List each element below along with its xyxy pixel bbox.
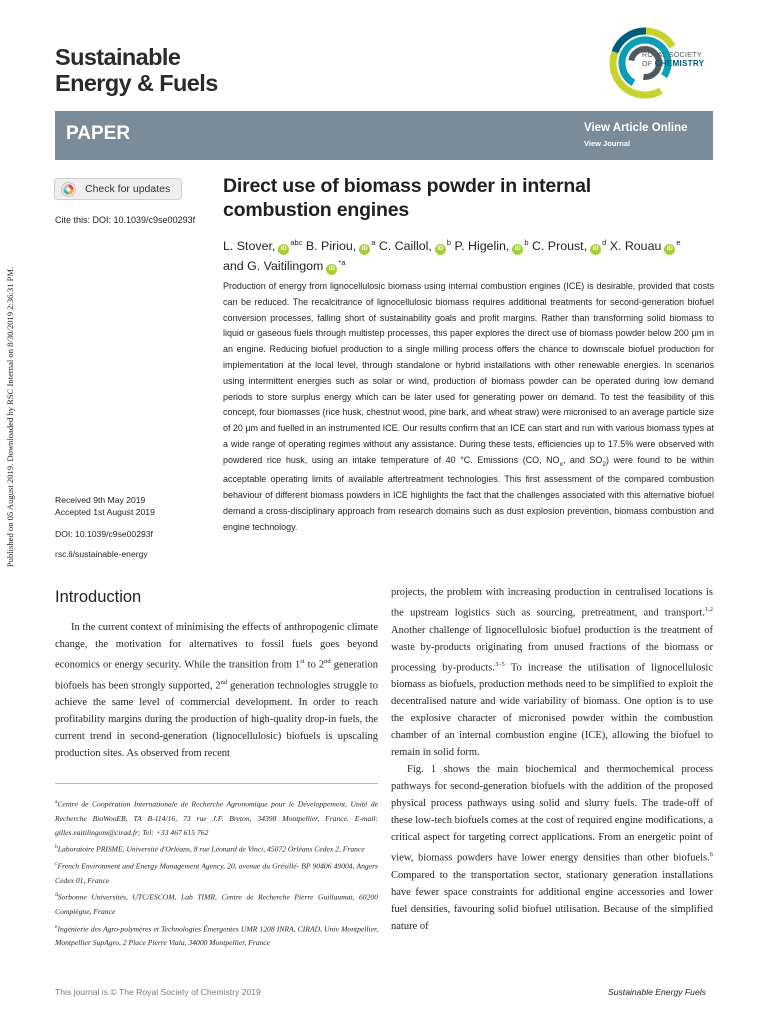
intro-text-a: In the current context of minimising the effects of anthropogenic climate change, the motivation for alternatives to fossil fuels goes beyond economics or energy security. While the transition from 1 (55, 622, 378, 671)
footnote-text: Laboratoire PRISME, Université d'Orléans, 8 rue Léonard de Vinci, 45072 Orléans Cedex 2, France (57, 844, 365, 854)
journal-title-line1: Sustainable (55, 44, 181, 70)
abstract-text-2: , and SO (562, 454, 603, 465)
received-date: Received 9th May 2019 (55, 495, 146, 505)
footnote-affiliation (55, 888, 378, 919)
intro-paragraph-1 (55, 619, 378, 762)
cite-this: Cite this: DOI: 10.1039/c9se00293f (55, 215, 196, 225)
author-affiliation-mark: a (371, 238, 376, 247)
intro-right-text-1a: projects, the problem with increasing production in centralised locations is the upstream logistics such as sourcing, pretreatment, and transport. (391, 587, 713, 619)
doi[interactable]: DOI: 10.1039/c9se00293f (55, 529, 153, 539)
intro-right-text-2b: Compared to the transportation sector, stationary generation installations have fewer space constraints for additional engine accessories and lower fuel densities, favouring solid biofuel utilisation. Because of the simplified nature of (391, 869, 713, 932)
author-affiliation-mark: b (446, 238, 452, 247)
author[interactable] (223, 239, 302, 253)
footer-journal-name: Sustainable Energy Fuels (608, 987, 706, 997)
footnote-affiliation (55, 840, 378, 857)
footnote-mark: b (55, 844, 58, 851)
author-name: C. Caillol, (378, 239, 432, 254)
author[interactable] (379, 239, 451, 253)
orcid-icon[interactable]: iD (278, 244, 289, 255)
publisher-name (642, 50, 704, 68)
intro-right-text-1c: To increase the utilisation of lignocellulosic biomass as biofuels, production methods need to be simplified to exploit the decentralised nature and wide variability of biomass. One option is to use the explosive character of micronised powder within the combustion chamber of an internal combustion engine (ICE), allowing the biofuel to remain in solid form. (391, 662, 713, 758)
download-note: Published on 05 August 2019. Downloaded by RSC Internal on 8/30/2019 2:36:31 PM. (5, 266, 15, 568)
author-affiliation-mark: b (524, 238, 529, 247)
article-type-banner (55, 111, 713, 160)
intro-column-right (391, 584, 713, 935)
footer-copyright: This journal is © The Royal Society of Chemistry 2019 (55, 987, 261, 997)
view-journal-link[interactable]: View Journal (584, 139, 631, 148)
publisher-chemistry: CHEMISTRY (654, 59, 705, 68)
accepted-date: Accepted 1st August 2019 (55, 507, 155, 517)
article-title: Direct use of biomass powder in internal combustion engines (223, 175, 591, 221)
footnote-mark: d (55, 892, 58, 899)
author-affiliation-mark: e (676, 238, 681, 247)
footnote-text: French Environment and Energy Management Agency, 20, avenue du Grésillé- BP 90406 49004, Angers Cedex 01, France (55, 861, 378, 886)
publisher-line1: ROYAL SOCIETY (642, 50, 702, 59)
footnote-mark: a (55, 799, 58, 805)
author[interactable] (610, 239, 681, 253)
footnote-affiliation (55, 920, 378, 951)
author-name: L. Stover, (223, 239, 276, 254)
footnote-text: Ingénierie des Agro-polymères et Technologies Émergentes UMR 1208 INRA, CIRAD, Univ Montpellier, Montpellier SupAgro, 2 Place Pierre Viala, 34000 Montpellier, France (55, 924, 378, 948)
orcid-icon[interactable]: iD (590, 244, 601, 255)
intro-sup-3: nd (220, 678, 228, 686)
abstract-text-3: ) were found to be within acceptable operating limits of available aftertreatment technologies. This first assessment of the compared combustion behaviour of different biomass powders in ICE highlights the fact that the challenges associated with this alternative biofuel demand a cross-disciplinary approach from research domains such as dust explosion prevention, biomass combustion and engine technology. (223, 454, 714, 532)
abstract-sub-2: 2 (602, 460, 606, 468)
abstract-sub-1: x (559, 460, 563, 468)
section-title: Introduction (55, 588, 142, 606)
footnote-divider (55, 783, 378, 784)
intro-text-b: to 2 (304, 659, 325, 671)
author-name: B. Piriou, (305, 239, 357, 254)
author[interactable] (306, 239, 375, 253)
orcid-icon[interactable]: iD (326, 264, 337, 275)
journal-link[interactable]: rsc.li/sustainable-energy (55, 549, 148, 559)
author-name: P. Higelin, (454, 239, 510, 254)
intro-paragraph-2 (391, 761, 713, 935)
affiliation-footnotes (55, 795, 378, 951)
reference-link-2[interactable]: 3–5 (494, 660, 505, 668)
footnote-affiliation (55, 857, 378, 888)
check-for-updates-button[interactable] (54, 178, 182, 200)
footnote-text: Sorbonne Universités, UTC/ESCOM, Lab TIMR, Centre de Recherche Pierre Guillaumat, 60200 Compiègne, France (55, 892, 378, 917)
footnote-affiliation (55, 795, 378, 840)
intro-sup-2: nd (324, 658, 331, 665)
abstract (223, 279, 714, 536)
view-article-online-link[interactable]: View Article Online (584, 122, 688, 134)
author[interactable] (454, 239, 528, 253)
orcid-icon[interactable]: iD (435, 244, 446, 255)
article-type-label: PAPER (66, 123, 131, 144)
intro-text-c: generation biofuels has been strongly supported, 2 (55, 659, 379, 691)
author-affiliation-mark: *a (338, 258, 346, 268)
crossmark-icon (61, 182, 76, 197)
intro-right-text-1b: Another challenge of lignocellulosic biofuel production is the treatment of waste by-products originating from unused fractions of the biomass or processing by-products. (391, 624, 713, 673)
author[interactable] (223, 259, 345, 273)
author-list (223, 235, 718, 275)
intro-paragraph-1-continued (391, 584, 713, 761)
footnote-mark: c (55, 861, 58, 868)
intro-text-d: generation technologies struggle to achieve the same level of commercial development. In order to reach profitability margins during the production of high-quality drop-in fuels, the current trend in second-generation (lignocellulosic) biofuels is upscaling production sites. As observed from recent (55, 680, 378, 759)
intro-sup-1: st (300, 658, 305, 665)
publisher-line2 (642, 59, 704, 68)
footnote-mark: e (55, 923, 58, 930)
reference-link-1[interactable]: 1,2 (704, 606, 713, 613)
orcid-icon[interactable]: iD (664, 244, 675, 255)
author-name: and G. Vaitilingom (223, 259, 324, 274)
journal-title-line2: Energy & Fuels (55, 70, 218, 96)
footnote-text: Centre de Coopération Internationale de Recherche Agronomique pour le Développement, Unité de Recherche BioWooEB, TA B-114/16, 73 rue J.F. Breton, 34398 Montpellier, France. E-mail: gilles.vaitilingom@cirad.fr; Tel: +33 467 615 762 (55, 799, 378, 838)
intro-right-text-2a: Fig. 1 shows the main biochemical and thermochemical process pathways for second-generation biofuels with the addition of the proposed physical process pathways using solid and slurry fuels. The trade-off of these low-tech biofuels comes at the cost of required engine modifications, a critical aspect for targeting correct applications. From an energetic point of view, biomass powders have lower energy densities than other biofuels. (391, 764, 713, 864)
author-affiliation-mark: d (602, 238, 607, 247)
author-name: X. Rouau (609, 239, 662, 254)
publisher-prefix: OF (642, 59, 655, 68)
author-name: C. Proust, (531, 239, 588, 254)
reference-link-3[interactable]: 6 (709, 851, 713, 858)
orcid-icon[interactable]: iD (512, 244, 523, 255)
orcid-icon[interactable]: iD (359, 244, 370, 255)
author[interactable] (532, 239, 606, 253)
check-for-updates-label: Check for updates (85, 183, 171, 195)
author-affiliation-mark: abc (290, 238, 303, 247)
journal-title[interactable] (55, 44, 218, 96)
abstract-text-1: Production of energy from lignocellulosic biomass using internal combustion engines (ICE) is desirable, provided that costs can be reduced. The recalcitrance of lignocellulosic biomass requires additional treatments for second-generation biofuel conversion processes, falling short of sustainability goals and profit margins. Rather than transforming solid biomass to liquid or gaseous fuels through multistep processes, this paper explores the direct use of biomass powder below 200 μm in an engine. Reducing biofuel production to a single milling process offers the chance to downscale biofuel production for implementation at the local level, through standalone or hybrid installations with other renewable energies. In scenarios using intermittent energies such as solar or wind, production of biomass powder can be operated during low demand periods to store surplus energy which can be later used for generating power on demand. To test the feasibility of this concept, four biomasses (rice husk, chestnut wood, pine bark, and wheat straw) were micronised to an average particle size of 20 μm and fuelled in an instrumented ICE. Our results confirm that an ICE can start and run with various biomass types at a wide range of operating regimes without any assistance. During these tests, efficiencies up to 17.5% were observed with powdered rice husk, using an intake temperature of 40 °C. Emissions (CO, NO (223, 281, 714, 465)
